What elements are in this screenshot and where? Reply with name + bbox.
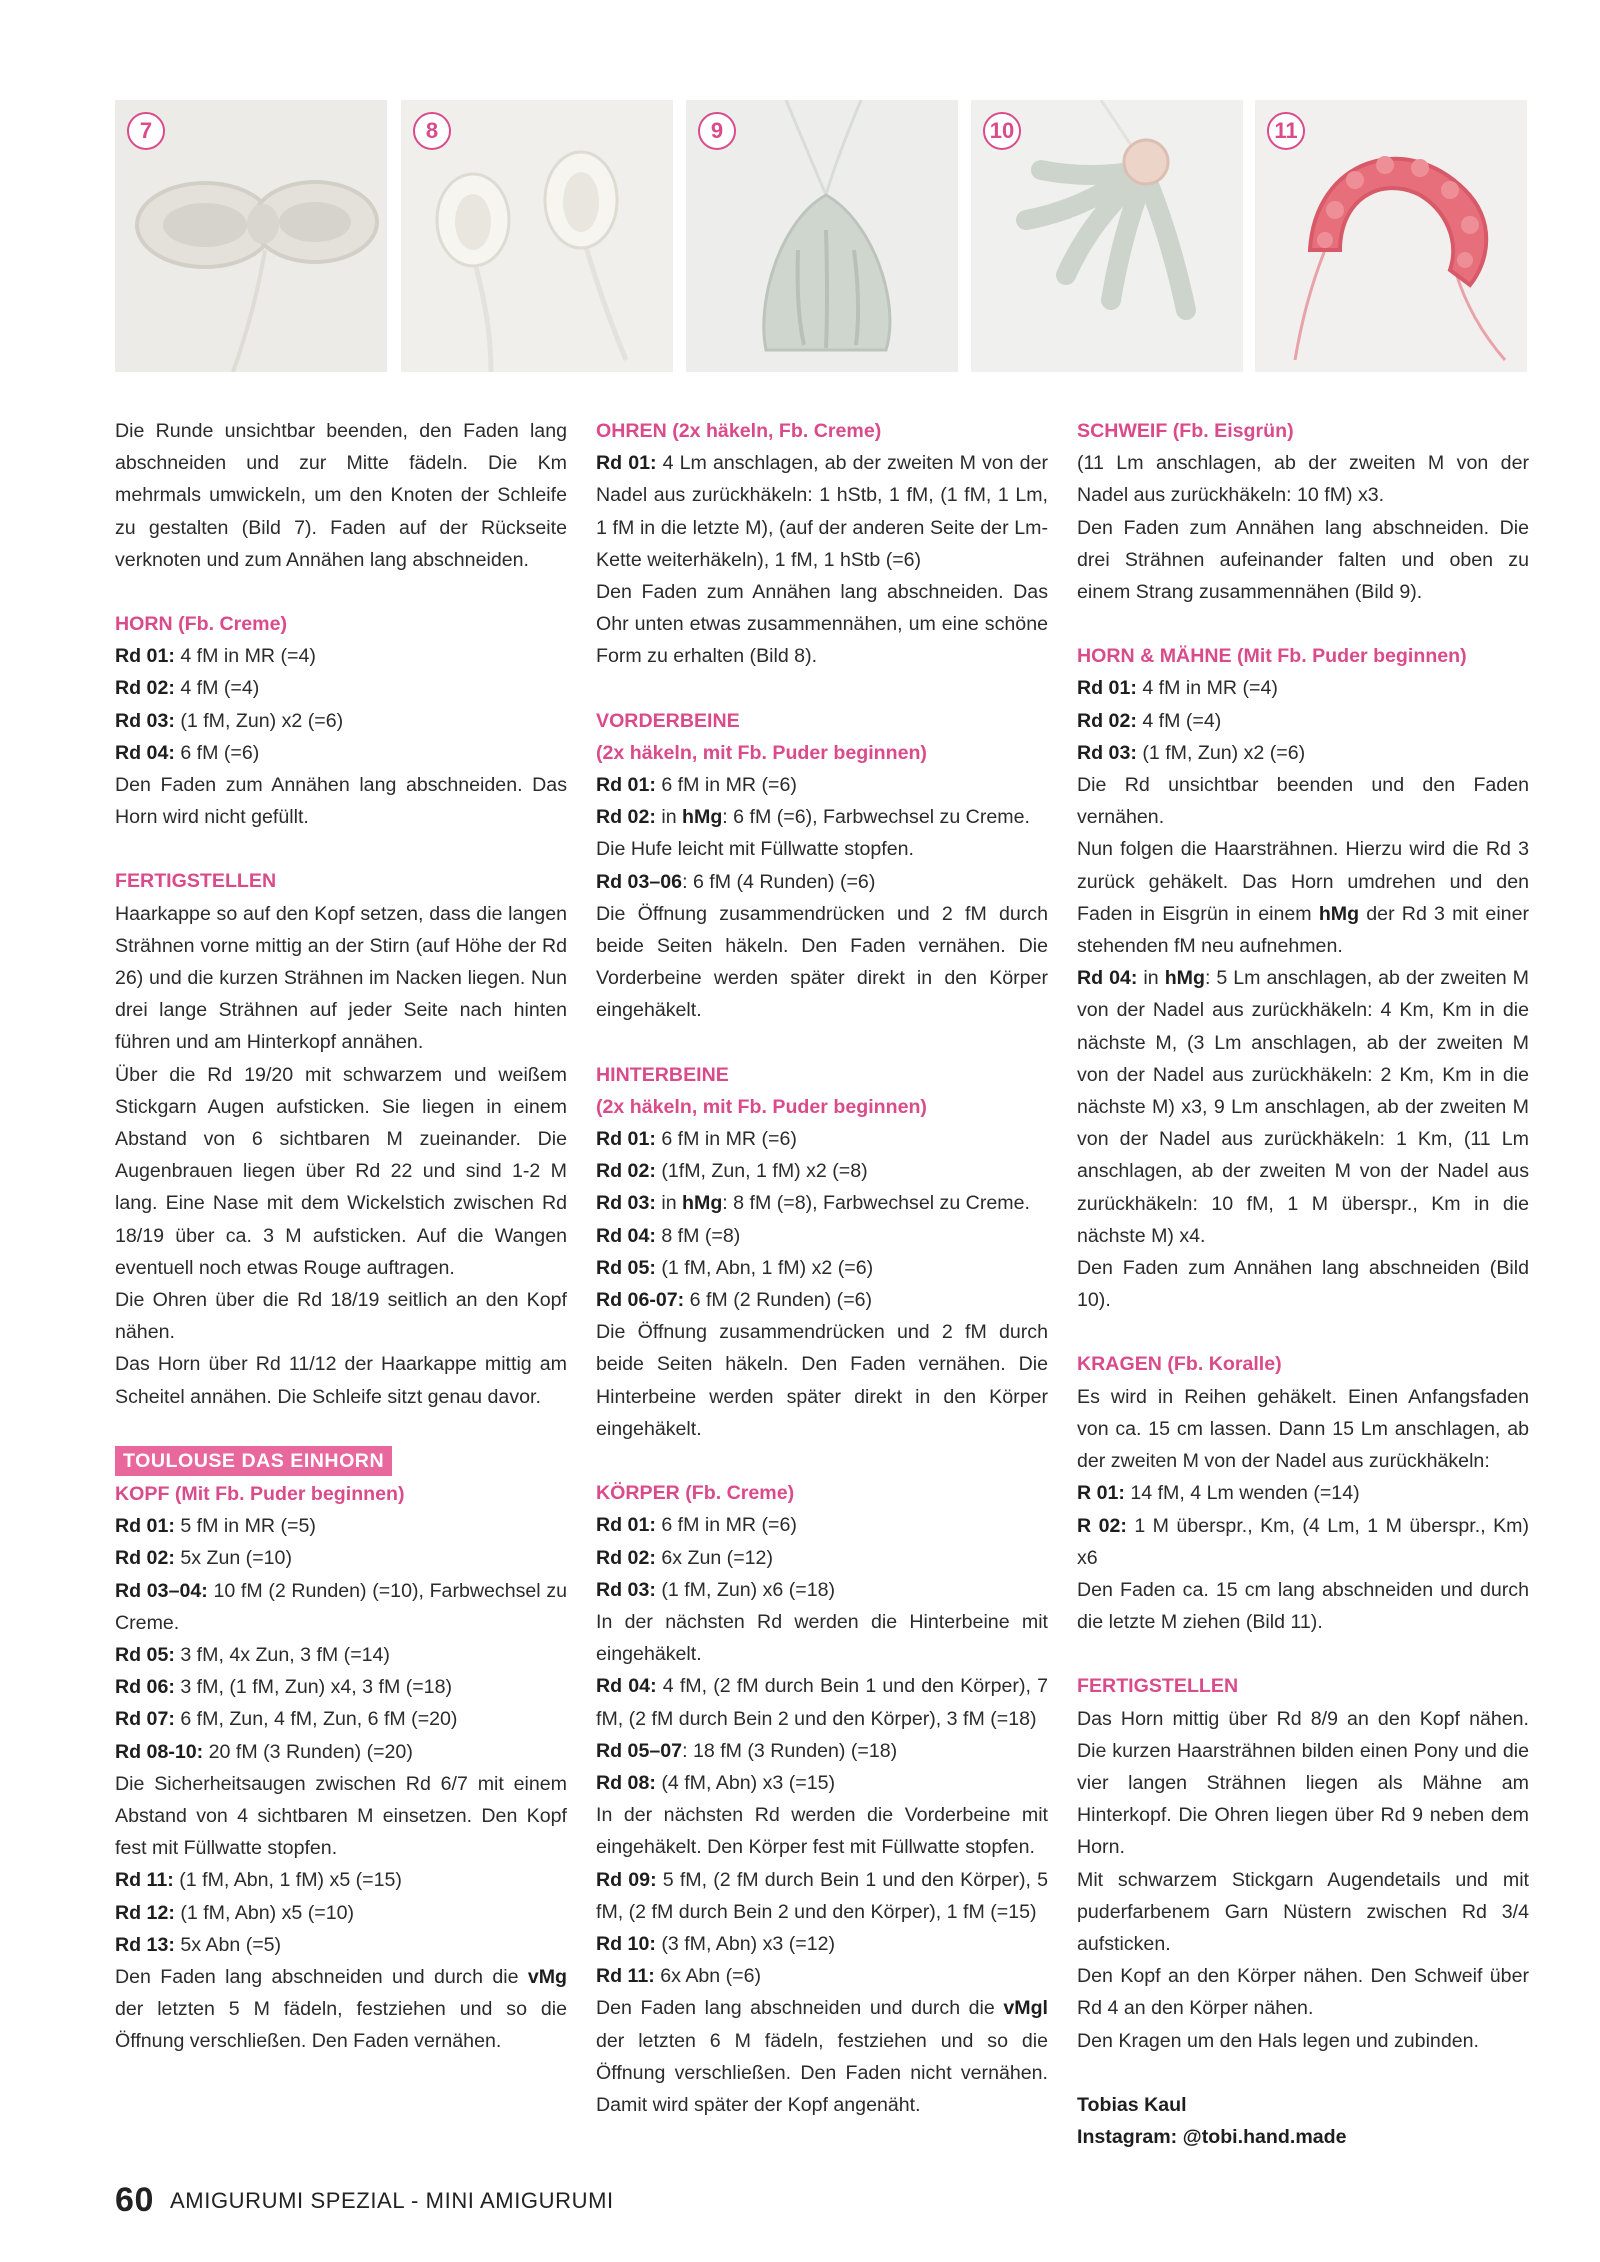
text-bold: hMg bbox=[682, 1192, 723, 1215]
photo-bild-11-collar bbox=[1255, 100, 1527, 372]
round-text: 3 fM, (1 fM, Zun) x4, 3 fM (=18) bbox=[174, 1676, 452, 1699]
round-text: in bbox=[1137, 967, 1165, 990]
round-line bbox=[596, 1220, 1048, 1252]
round-line bbox=[596, 1252, 1048, 1284]
round-line bbox=[596, 1542, 1048, 1574]
round-line bbox=[596, 1735, 1048, 1767]
paragraph: Das Horn über Rd 11/12 der Haarkappe mittig am Scheitel annähen. Die Schleife sitzt genau davor. bbox=[115, 1353, 567, 1408]
round-text: in bbox=[655, 1192, 683, 1215]
paragraph: Den Faden zum Annähen lang abschneiden. Die drei Strähnen aufeinander falten und oben zu einem Strang zusammennähen (Bild 9). bbox=[1077, 516, 1529, 604]
photo-strip bbox=[115, 100, 1527, 372]
text-bold: vMgl bbox=[1003, 1997, 1048, 2020]
round-label: Rd 01: bbox=[596, 774, 656, 797]
round-text: 6 fM (=6) bbox=[174, 741, 260, 764]
round-label: Rd 03: bbox=[596, 1578, 656, 1601]
round-label: Rd 10: bbox=[596, 1932, 656, 1955]
paragraph: Den Kragen um den Hals legen und zubinden. bbox=[1077, 2029, 1479, 2052]
text-bold: hMg bbox=[1318, 902, 1360, 925]
paragraph: Haarkappe so auf den Kopf setzen, dass die langen Strähnen vorne mittig an der Stirn (auf Höhe der Rd 26) und die kurzen Strähnen im Nacken liegen. Nun drei lange Strähnen auf jeder Seite nach hinten führen und am Hinterkopf annähen. bbox=[115, 902, 567, 1054]
magazine-title: AMIGURUMI SPEZIAL - MINI AMIGURUMI bbox=[170, 2188, 614, 2213]
round-text: 4 fM, (2 fM durch Bein 1 und den Körper), 7 fM, (2 fM durch Bein 2 und den Körper), 3 fM (=18) bbox=[596, 1675, 1048, 1730]
text: Den Faden lang abschneiden und durch die bbox=[115, 1965, 528, 1988]
photo-number-badge: 10 bbox=[983, 112, 1021, 150]
round-line bbox=[115, 1510, 567, 1542]
round-text: 4 Lm anschlagen, ab der zweiten M von der Nadel aus zurückhäkeln: 1 hStb, 1 fM, (1 fM, 1 Lm, 1 fM in die letzte M), (auf der anderen Seite der Lm-Kette weiterhäkeln), 1 fM, 1 hStb (=6) bbox=[596, 452, 1048, 571]
round-text: 20 fM (3 Runden) (=20) bbox=[203, 1740, 413, 1763]
round-text: 5 fM, (2 fM durch Bein 1 und den Körper), 5 fM, (2 fM durch Bein 2 und den Körper), 1 fM (=15) bbox=[596, 1868, 1048, 1923]
text-bold: hMg bbox=[682, 806, 723, 829]
section-title-vorderbeine: VORDERBEINE bbox=[596, 709, 740, 732]
round-line bbox=[1077, 672, 1529, 704]
text: der letzten 6 M fädeln, festziehen und so die Öffnung verschließen. Den Faden nicht vernähen. Damit wird später der Kopf angenäht. bbox=[596, 2029, 1048, 2116]
round-text: in bbox=[655, 806, 683, 829]
round-line bbox=[115, 1897, 567, 1929]
round-text: 6 fM in MR (=6) bbox=[655, 774, 797, 797]
round-text: (1fM, Zun, 1 fM) x2 (=8) bbox=[655, 1160, 868, 1183]
round-text: (3 fM, Abn) x3 (=12) bbox=[655, 1932, 836, 1955]
round-label: Rd 03–04: bbox=[115, 1579, 208, 1602]
column-3 bbox=[1077, 415, 1529, 2153]
photo-bild-10-horn-mane bbox=[971, 100, 1243, 372]
round-text: 4 fM (=4) bbox=[174, 677, 260, 700]
text: Den Faden lang abschneiden und durch die bbox=[596, 1997, 1004, 2020]
paragraph: Das Horn mittig über Rd 8/9 an den Kopf nähen. Die kurzen Haarsträhnen bilden einen Pony und die vier langen Strähnen liegen als Mähne am Hinterkopf. Die Ohren liegen über Rd 9 neben dem Horn. bbox=[1077, 1707, 1529, 1859]
round-line bbox=[596, 1960, 1048, 1992]
round-text: 3 fM, 4x Zun, 3 fM (=14) bbox=[174, 1643, 390, 1666]
round-label: R 02: bbox=[1077, 1514, 1127, 1537]
round-label: Rd 02: bbox=[596, 1160, 656, 1183]
paragraph bbox=[115, 1961, 567, 2058]
section-title-kopf: KOPF (Mit Fb. Puder beginnen) bbox=[115, 1482, 405, 1505]
round-label: Rd 05: bbox=[596, 1256, 656, 1279]
round-line bbox=[115, 1736, 567, 1768]
round-line bbox=[1077, 705, 1529, 737]
round-line bbox=[115, 1929, 567, 1961]
round-line bbox=[596, 1123, 1048, 1155]
round-label: Rd 11: bbox=[596, 1965, 655, 1988]
round-text: (1 fM, Abn, 1 fM) x2 (=6) bbox=[655, 1256, 874, 1279]
paragraph: In der nächsten Rd werden die Vorderbeine mit eingehäkelt. Den Körper fest mit Füllwatte stopfen. bbox=[596, 1804, 1048, 1859]
round-text: 4 fM in MR (=4) bbox=[1136, 677, 1278, 700]
paragraph: Über die Rd 19/20 mit schwarzem und weißem Stickgarn Augen aufsticken. Sie liegen in einem Abstand von 6 sichtbaren M zueinander. Die Augenbrauen liegen über Rd 22 und sind 1-2 M lang. Eine Nase mit dem Wickelstich zwischen Rd 18/19 über ca. 3 M aufsticken. Auf die Wangen eventuell noch etwas Rouge auftragen. bbox=[115, 1063, 567, 1279]
round-text: 4 fM in MR (=4) bbox=[174, 645, 316, 668]
round-line bbox=[596, 1864, 1048, 1928]
round-text: (1 fM, Zun) x2 (=6) bbox=[1136, 741, 1306, 764]
round-text: (1 fM, Zun) x2 (=6) bbox=[174, 709, 344, 732]
round-label: Rd 02: bbox=[596, 1546, 656, 1569]
round-label: Rd 02: bbox=[115, 677, 175, 700]
round-line bbox=[115, 705, 567, 737]
round-text: : 18 fM (3 Runden) (=18) bbox=[682, 1739, 898, 1762]
round-line bbox=[115, 1671, 567, 1703]
section-subtitle: (2x häkeln, mit Fb. Puder beginnen) bbox=[596, 1095, 927, 1118]
round-text: 6 fM in MR (=6) bbox=[655, 1128, 797, 1151]
round-text: 4 fM (=4) bbox=[1136, 709, 1222, 732]
round-label: Rd 05: bbox=[115, 1643, 175, 1666]
paragraph: Die Sicherheitsaugen zwischen Rd 6/7 mit einem Abstand von 4 sichtbaren M einsetzen. Den Kopf fest mit Füllwatte stopfen. bbox=[115, 1772, 567, 1860]
text: Nun folgen die Haarsträhnen. Hierzu wird die Rd 3 zurück gehäkelt. Das Horn umdrehen und den Faden in Eisgrün in einem bbox=[1077, 838, 1529, 925]
round-label: Rd 02: bbox=[1077, 709, 1137, 732]
paragraph: Die Hufe leicht mit Füllwatte stopfen. bbox=[596, 838, 914, 861]
round-text: (1 fM, Abn) x5 (=10) bbox=[174, 1901, 355, 1924]
round-label: Rd 02: bbox=[115, 1547, 175, 1570]
section-title-fertigstellen: FERTIGSTELLEN bbox=[1077, 1675, 1239, 1698]
round-line bbox=[115, 1864, 567, 1896]
round-line bbox=[115, 1703, 567, 1735]
text: der letzten 5 M fädeln, festziehen und so die Öffnung verschließen. Den Faden vernähen. bbox=[115, 1998, 567, 2053]
section-title-ohren: OHREN (2x häkeln, Fb. Creme) bbox=[596, 420, 882, 442]
column-1 bbox=[115, 415, 567, 2058]
round-text: 8 fM (=8) bbox=[655, 1224, 741, 1247]
photo-number-badge: 9 bbox=[698, 112, 736, 150]
round-line bbox=[596, 801, 1048, 833]
paragraph: Den Kopf an den Körper nähen. Den Schweif über Rd 4 an den Körper nähen. bbox=[1077, 1965, 1529, 2020]
round-label: Rd 04: bbox=[596, 1675, 657, 1698]
round-text: 1 M überspr., Km, (4 Lm, 1 M überspr., Km) x6 bbox=[1077, 1514, 1529, 1569]
round-text: 5 fM in MR (=5) bbox=[174, 1515, 316, 1538]
round-label: Rd 03: bbox=[1077, 741, 1137, 764]
round-text: : 6 fM (=6), Farbwechsel zu Creme. bbox=[722, 806, 1030, 829]
round-text: (1 fM, Abn, 1 fM) x5 (=15) bbox=[173, 1869, 402, 1892]
round-line bbox=[596, 1155, 1048, 1187]
round-line bbox=[115, 1639, 567, 1671]
text-bold: hMg bbox=[1164, 967, 1205, 990]
round-label: Rd 04: bbox=[596, 1224, 656, 1247]
column-2 bbox=[596, 415, 1048, 2121]
paragraph bbox=[596, 1992, 1048, 2121]
author-instagram: Instagram: @tobi.hand.made bbox=[1077, 2125, 1347, 2148]
round-label: Rd 11: bbox=[115, 1869, 174, 1892]
round-line bbox=[596, 1187, 1048, 1219]
round-label: Rd 12: bbox=[115, 1901, 175, 1924]
round-line bbox=[596, 1928, 1048, 1960]
round-text: 5x Abn (=5) bbox=[174, 1933, 282, 1956]
round-line bbox=[1077, 737, 1529, 769]
page-footer bbox=[115, 2181, 614, 2220]
round-label: Rd 03: bbox=[115, 709, 175, 732]
round-line bbox=[596, 769, 1048, 801]
paragraph-intro: Die Runde unsichtbar beenden, den Faden lang abschneiden und zur Mitte fädeln. Die Km mehrmals umwickeln, um den Knoten der Schleife zu gestalten (Bild 7). Faden auf der Rückseite verknoten und zum Annähen lang abschneiden. bbox=[115, 420, 567, 571]
section-title-fertigstellen: FERTIGSTELLEN bbox=[115, 870, 277, 893]
paragraph: Den Faden ca. 15 cm lang abschneiden und durch die letzte M ziehen (Bild 11). bbox=[1077, 1578, 1529, 1634]
round-text: 14 fM, 4 Lm wenden (=14) bbox=[1124, 1482, 1360, 1505]
round-line bbox=[1077, 1510, 1529, 1574]
round-line bbox=[596, 1284, 1048, 1316]
section-title-schweif: SCHWEIF (Fb. Eisgrün) bbox=[1077, 420, 1294, 442]
paragraph: Die Öffnung zusammendrücken und 2 fM durch beide Seiten häkeln. Den Faden vernähen. Die Vorderbeine werden später direkt in den Körper eingehäkelt. bbox=[596, 902, 1048, 1022]
text-bold: vMg bbox=[527, 1965, 567, 1988]
text: der Rd 3 mit einer stehenden fM neu aufnehmen. bbox=[1077, 902, 1530, 958]
photo-number-badge: 11 bbox=[1267, 112, 1305, 150]
round-text: : 8 fM (=8), Farbwechsel zu Creme. bbox=[722, 1192, 1030, 1215]
round-line bbox=[115, 1542, 567, 1574]
round-label: Rd 06: bbox=[115, 1676, 175, 1699]
round-text: 10 fM (2 Runden) (=10), Farbwechsel zu Creme. bbox=[115, 1579, 568, 1634]
round-label: Rd 03–06 bbox=[596, 870, 683, 893]
round-label: Rd 01: bbox=[1077, 677, 1137, 700]
round-line bbox=[115, 737, 567, 769]
round-label: R 01: bbox=[1077, 1482, 1125, 1505]
round-label: Rd 04: bbox=[1077, 967, 1138, 990]
round-label: Rd 06-07: bbox=[596, 1289, 685, 1312]
round-text: 6x Zun (=12) bbox=[655, 1546, 773, 1569]
paragraph: Mit schwarzem Stickgarn Augendetails und mit puderfarbenem Garn Nüstern zwischen Rd 3/4 aufsticken. bbox=[1077, 1868, 1529, 1955]
photo-bild-7-bow bbox=[115, 100, 387, 372]
round-text: 6 fM in MR (=6) bbox=[655, 1514, 797, 1537]
paragraph: (11 Lm anschlagen, ab der zweiten M von der Nadel aus zurückhäkeln: 10 fM) x3. bbox=[1077, 452, 1529, 507]
round-text: (1 fM, Zun) x6 (=18) bbox=[655, 1578, 836, 1601]
paragraph: Die Öffnung zusammendrücken und 2 fM durch beide Seiten häkeln. Den Faden vernähen. Die Hinterbeine werden später direkt in den Körper eingehäkelt. bbox=[596, 1321, 1048, 1440]
round-label: Rd 01: bbox=[596, 1514, 656, 1537]
section-title-kragen: KRAGEN (Fb. Koralle) bbox=[1077, 1353, 1282, 1376]
section-title-horn-maehne: HORN & MÄHNE (Mit Fb. Puder beginnen) bbox=[1077, 645, 1467, 668]
round-text: 6 fM (2 Runden) (=6) bbox=[684, 1289, 873, 1312]
round-line bbox=[1077, 962, 1529, 1252]
pattern-title-banner: TOULOUSE DAS EINHORN bbox=[115, 1446, 392, 1476]
section-title-horn: HORN (Fb. Creme) bbox=[115, 613, 288, 636]
paragraph: Die Ohren über die Rd 18/19 seitlich an den Kopf nähen. bbox=[115, 1289, 567, 1344]
section-title-koerper: KÖRPER (Fb. Creme) bbox=[596, 1482, 795, 1505]
round-label: Rd 03: bbox=[596, 1192, 656, 1215]
round-label: Rd 01: bbox=[115, 645, 175, 668]
paragraph: Den Faden zum Annähen lang abschneiden. Das Horn wird nicht gefüllt. bbox=[115, 774, 567, 829]
photo-number-badge: 7 bbox=[127, 112, 165, 150]
round-line bbox=[115, 1575, 567, 1639]
round-line bbox=[596, 1509, 1048, 1541]
round-label: Rd 01: bbox=[115, 1515, 175, 1538]
round-text: 5x Zun (=10) bbox=[174, 1547, 292, 1570]
round-text: (4 fM, Abn) x3 (=15) bbox=[655, 1771, 836, 1794]
round-label: Rd 01: bbox=[596, 452, 657, 475]
paragraph: Die Rd unsichtbar beenden und den Faden vernähen. bbox=[1077, 774, 1529, 829]
round-label: Rd 08-10: bbox=[115, 1740, 204, 1763]
author-name: Tobias Kaul bbox=[1077, 2093, 1187, 2116]
round-line bbox=[115, 672, 567, 704]
round-line bbox=[596, 1767, 1048, 1799]
round-text: : 6 fM (4 Runden) (=6) bbox=[682, 870, 876, 893]
round-label: Rd 05–07 bbox=[596, 1739, 683, 1762]
paragraph bbox=[1077, 833, 1529, 962]
section-subtitle: (2x häkeln, mit Fb. Puder beginnen) bbox=[596, 741, 927, 764]
paragraph: Den Faden zum Annähen lang abschneiden. Das Ohr unten etwas zusammennähen, um eine schöne Form zu erhalten (Bild 8). bbox=[596, 581, 1048, 668]
round-label: Rd 07: bbox=[115, 1708, 175, 1731]
paragraph: In der nächsten Rd werden die Hinterbeine mit eingehäkelt. bbox=[596, 1610, 1048, 1666]
round-text: 6 fM, Zun, 4 fM, Zun, 6 fM (=20) bbox=[174, 1708, 458, 1731]
round-text: : 5 Lm anschlagen, ab der zweiten M von der Nadel aus zurückhäkeln: 4 Km, Km in die nächste M, (3 Lm anschlagen, ab der zweiten M von der Nadel aus zurückhäkeln: 2 Km, Km in die nächste M) x3, 9 Lm anschlagen, ab der zweiten M von der Nadel aus zurückhäkeln: 1 Km, (11 Lm anschlagen, ab der zweiten M von der Nadel aus zurückhäkeln: 10 fM, 1 M überspr., Km in die nächste M) x4. bbox=[1077, 967, 1529, 1247]
round-line bbox=[596, 866, 1048, 898]
paragraph: Den Faden zum Annähen lang abschneiden (Bild 10). bbox=[1077, 1257, 1529, 1312]
round-label: Rd 13: bbox=[115, 1933, 175, 1956]
round-line bbox=[115, 640, 567, 672]
round-line bbox=[1077, 1477, 1529, 1509]
photo-bild-9-tail bbox=[686, 100, 958, 372]
paragraph: Es wird in Reihen gehäkelt. Einen Anfangsfaden von ca. 15 cm lassen. Dann 15 Lm anschlagen, ab der zweiten M von der Nadel aus zurückhäkeln: bbox=[1077, 1385, 1529, 1473]
section-title-hinterbeine: HINTERBEINE bbox=[596, 1063, 729, 1086]
round-label: Rd 04: bbox=[115, 741, 175, 764]
photo-bild-8-ears bbox=[401, 100, 673, 372]
page-number: 60 bbox=[115, 2181, 155, 2219]
round-text: 6x Abn (=6) bbox=[654, 1965, 762, 1988]
round-label: Rd 08: bbox=[596, 1771, 656, 1794]
round-label: Rd 02: bbox=[596, 806, 656, 829]
round-line bbox=[596, 447, 1048, 576]
round-label: Rd 09: bbox=[596, 1868, 657, 1891]
round-label: Rd 01: bbox=[596, 1128, 656, 1151]
round-line bbox=[596, 1670, 1048, 1734]
photo-number-badge: 8 bbox=[413, 112, 451, 150]
round-line bbox=[596, 1574, 1048, 1606]
